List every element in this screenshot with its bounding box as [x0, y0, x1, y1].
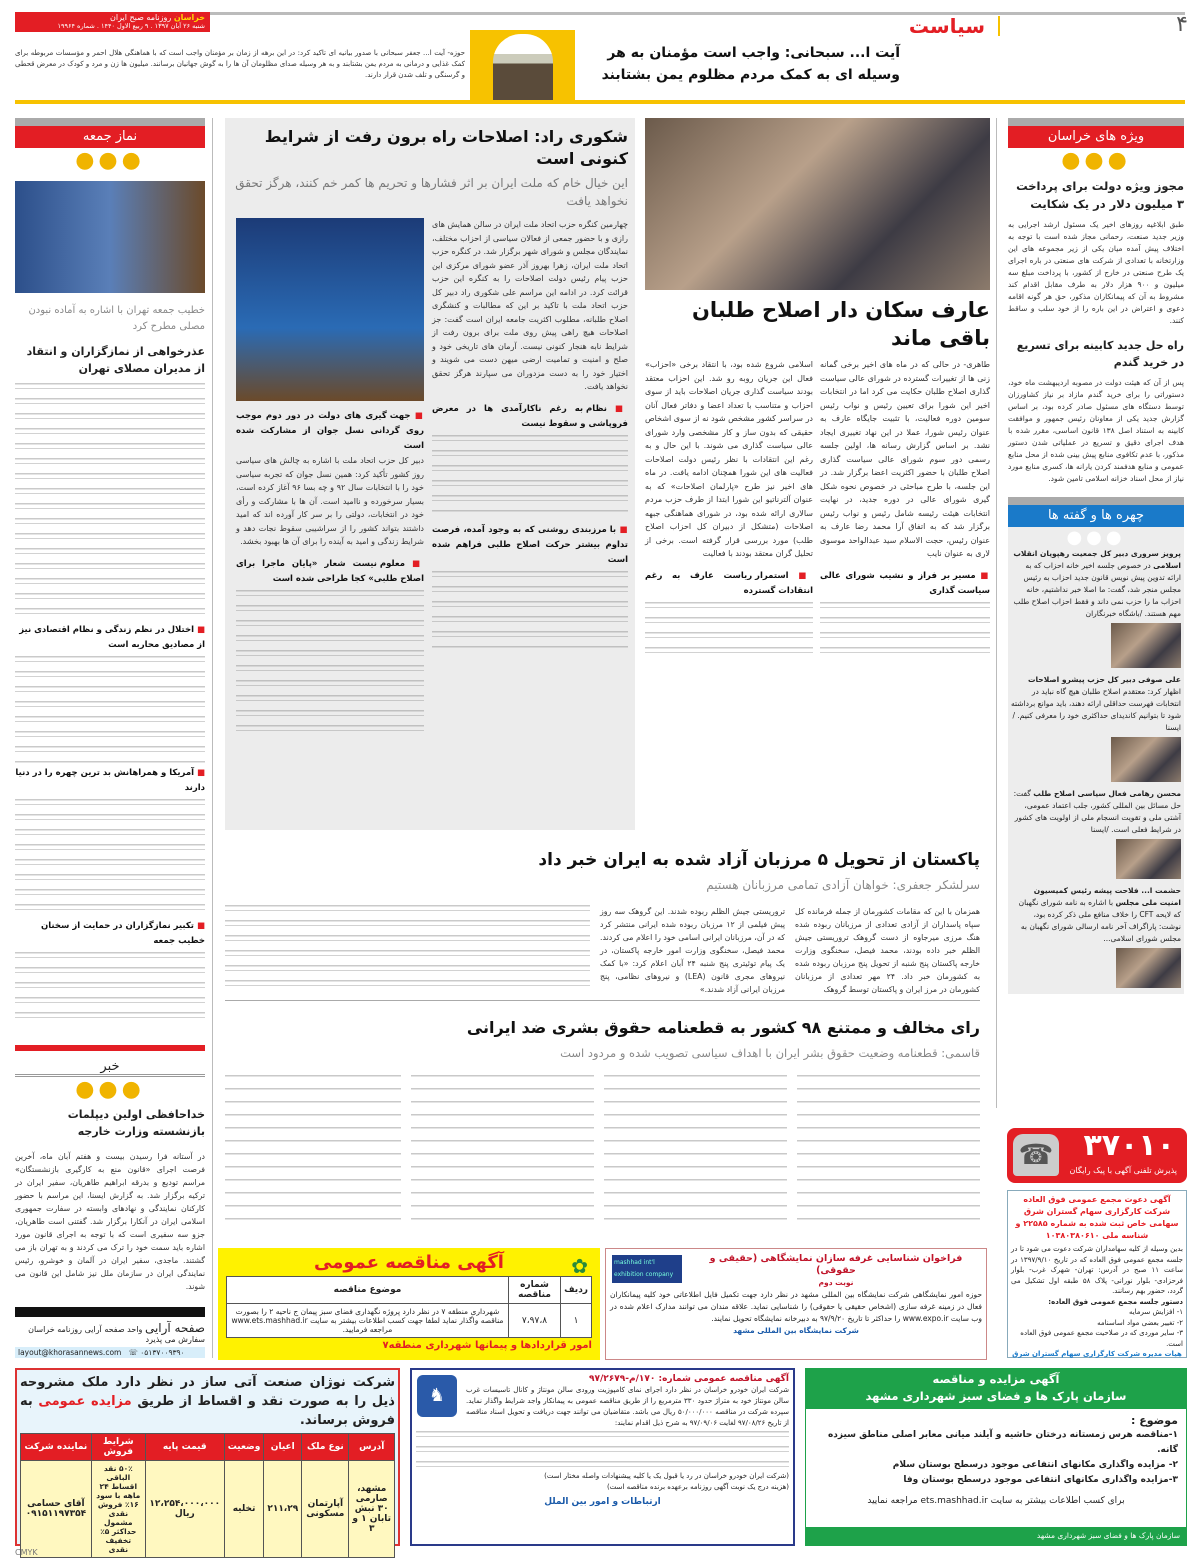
- friday-column: [15, 118, 205, 1027]
- face-item: حشمت ا... فلاحت پیشه رئیس کمیسیون امنیت ملی مجلس با اشاره به نامه شورای نگهبان که لایحه CFT را خلاف منافع ملی ذکر کرده بود، نوشت: پاراگراف آخر نامه ارسالی شورای نگهبان به مجلس شورای اسلامی...: [1018, 886, 1181, 943]
- phone-ad: [1007, 1128, 1187, 1183]
- email-link[interactable]: layout@khorasannews.com: [18, 1348, 122, 1357]
- ikco-logo-icon: ♞: [417, 1375, 457, 1417]
- page-number: ۴: [1176, 12, 1188, 37]
- layout-ad: صفحه آرایی واحد صفحه آرایی روزنامه خراسان سفارش می پذیرد layout@khorasannews.com ☏ ۰۵۱۳۷۰۰۹۳۹۰: [15, 1321, 205, 1358]
- dots-icon: ●●●: [1061, 148, 1131, 173]
- text-lines: [820, 602, 990, 662]
- main-headline: عارف سکان دار اصلاح طلبان باقی ماند: [692, 298, 990, 350]
- faces-header: چهره ها و گفته ها: [1008, 497, 1184, 527]
- subhead: ■ نظام به رغم ناکارآمدی ها در معرض فروپاشی و سقوط نیست: [432, 402, 628, 432]
- face-item: محسن رهامی فعال سیاسی اصلاح طلب گفت: حل مسائل بین المللی کشور، جلب اعتماد عمومی، آشتی ملی و تقویت انسجام ملی از اولویت های کشور در شرایط فعلی است. /ایسنا: [1013, 789, 1181, 834]
- text-lines: [645, 602, 813, 662]
- subhead: ■ با مرزبندی روشنی که به وجود آمده، فرصت تداوم بیشتر حرکت اصلاح طلبی فراهم شده است: [432, 523, 628, 568]
- portrait-photo: [1116, 948, 1181, 988]
- column-divider: [212, 118, 213, 1358]
- subhead: ■ مسیر بر فراز و نشیب شورای عالی سیاست گذاری: [820, 569, 990, 599]
- subhead: ■ تکبیر نمازگزاران در حمایت از سخنان خطیب جمعه: [15, 919, 205, 949]
- shakouri-box: [225, 118, 635, 830]
- dots-icon: ●●●: [75, 1077, 145, 1102]
- expo-logo: mashhad int'l exhibition company: [612, 1255, 682, 1283]
- section-divider: [998, 16, 1000, 36]
- issue-info: شنبه ۲۶ آبان ۱۳۹۷ . ۹ ربیع الاول ۱۴۴۰ . شماره ۱۹۹۶۴: [57, 22, 205, 30]
- photo-caption: خطیب جمعه تهران با اشاره به آماده نبودن مصلی مطرح کرد: [28, 305, 205, 332]
- notice-ad: آگهی دعوت مجمع عمومی فوق العاده شرکت کارگزاری سهام گستران شرق سهامی خاص ثبت شده به شماره ۲۲۵۸۵ و شناسه ملی ۱۰۳۸۰۳۸۰۶۱۰ بدین وسیله از کلیه سهامداران شرکت دعوت می شود تا در جلسه مجمع عمومی فوق العاده که در تاریخ ۱۳۹۷/۹/۱۰ در ساعت ۱۱ صبح در آدرس: تهران- شهرک غرب- بلوار فرحزادی- بلوار نورانی- پلاک ۵۸ طبقه اول تشکیل می گردد، حضور بهم رسانند. دستور جلسه مجمع عمومی فوق العاده: ۱- افزایش سرمایه ۲- تغییر بعضی مواد اساسنامه ۳- سایر موردی که در صلاحیت مجمع عمومی فوق العاده است. هیات مدیره شرکت کارگزاری سهام گستران شرق: [1007, 1190, 1187, 1358]
- text-lines: [225, 1075, 980, 1225]
- expo-ad: mashhad int'l exhibition company فراخوان شناسایی غرفه سازان نمایشگاهی (حقیقی و حقوقی) نوبت دوم حوزه امور نمایشگاهی شرکت نمایشگاه بین المللی مشهد در نظر دارد جهت تکمیل فایل اطلاعاتی خود کلیه پیمانکاران فعال در زمینه غرفه سازی (اشخاص حقیقی یا حقوقی) را شناسایی نماید. علاقه مندان می توانند مدارک اعلام شده در وب سایت www.expo.ir را حداکثر تا تاریخ ۹۷/۹/۲۰ به دبیرخانه نمایشگاه تحویل نمایند. شرکت نمایشگاه بین المللی مشهد: [605, 1248, 987, 1360]
- top-story-photo: [470, 30, 575, 100]
- subhead: ■ معلوم نیست شعار «پایان ماجرا برای اصلاح طلبی» کجا طراحی شده است: [236, 557, 424, 587]
- pakistan-col1: همزمان با این که مقامات کشورمان از جمله فرمانده کل سپاه پاسداران از آزادی تعدادی از مرزبانان ربوده شده هنگ مرزی میرجاوه از دست گروهک تروریستی جیش الظلم خبر داده بودند، محمد فیصل، سخنگوی وزارت خارجه پاکستان پنج شنبه از تحویل پنج مرزبان ربوده شده به کشورمان خبر داد. ۲۴ مهر تعدادی از مرزبانان کشورمان در مرز ایران و پاکستان توسط گروهک: [795, 907, 980, 994]
- dots-icon: ●●●: [75, 148, 145, 173]
- top-story-headline: آیت ا... سبحانی: واجب است مؤمنان به هر وسیله ای به کمک مردم مظلوم یمن بشتابند: [601, 45, 900, 83]
- text-lines: [15, 799, 205, 919]
- shakouri-subhead: این خیال خام که ملت ایران بر اثر فشارها و تحریم ها کمر خم کنند، هرگز تحقق نخواهد یافت: [235, 176, 628, 208]
- meeting-photo: [645, 118, 990, 290]
- story-headline: راه حل جدید کابینه برای تسریع در خرید گندم: [1016, 339, 1184, 369]
- paper-name: خراسان: [173, 13, 205, 22]
- friday-headline: عذرخواهی از نمازگزاران و انتقاد از مدیران مصلای تهران: [26, 345, 205, 375]
- shakouri-col-right: چهارمین کنگره حزب اتحاد ملت ایران در سالن همایش های رازی و با حضور جمعی از فعالان سیاسی از احزاب مختلف، نمایندگان مجلس و شورای شهر برگزار شد. در کنگره حزب اتحاد ملت ایران، زهرا بهروز آذر عضو شورای مرکزی این حزب پیام رئیس دولت اصلاحات را به کنگره این حزب قرائت کرد. در ادامه این مراسم علی شکوری راد دبیر کل حزب اتحاد ملت با تاکید بر این که مطالبات و کنشگری اصلاح طلبانه، مطلوب اکثریت جامعه ایران است گفت: جز اصلاحات هیچ راهی پیش روی ملت برای برون رفت از شرایط نابه هنجار کنونی نیست. آرمان های تاریخی خود و صلح و امنیت و تمامیت ارضی میهن دست می شویند و اختیار خود را به دست مزدوران می سپارند هرگز تحقق نخواهد یافت. ■ نظام به رغم ناکارآمدی ها در معرض فروپاشی و سقوط نیست ■ با مرزبندی روشنی که به وجود آمده، فرصت تداوم بیشتر حرکت اصلاح طلبی فراهم شده است: [432, 218, 628, 740]
- right-column: [1008, 118, 1184, 994]
- subhead: ■ استمرار ریاست عارف به رغم انتقادات گسترده: [645, 569, 813, 599]
- cleric-photo: [15, 181, 205, 293]
- news-column: [15, 1045, 205, 1358]
- news-body: در آستانه فرا رسیدن بیست و هفتم آبان ماه، آخرین فرصت اجرای «قانون منع به کارگیری بازنشستگان» مراسم تودیع و بدرقه ابراهیم طاهریان، سفیر ایران در ترکیه برگزار شد. به گزارش ایسنا، این مراسم با حضور کارکنان نمایندگی و نهادهای وابسته در سفارت جمهوری اسلامی ایران در آنکارا برگزار شد. گفتنی است طاهریان، جزو سه سفیری است که با توجه به اجرای قانون مورد اشاره باید سمت خود را ترک می کردند و به تهران باز می گشتند. ماجدی، سفیر ایران در آلمان و خوشرو، رئیس نمایندگی ایران در سازمان ملل نیز شامل این قانون می شوند.: [15, 1152, 205, 1291]
- portrait-photo: [1116, 839, 1181, 879]
- section-title: سیاست: [908, 14, 985, 38]
- ad-phone-number: ۳۷۰۱۰: [1083, 1128, 1175, 1163]
- top-yellow-rule: [15, 100, 1185, 104]
- congress-photo: [236, 218, 424, 401]
- dots-icon: ●●●: [1066, 527, 1126, 548]
- tree-logo-icon: ✿: [571, 1254, 588, 1278]
- text-lines: [225, 905, 590, 990]
- main-story: [645, 296, 990, 662]
- pakistan-col2: تروریستی جیش الظلم ربوده شدند. این گروهک سه روز پیش فیلمی از ۱۲ مرزبان ربوده شده ایرانی منتشر کرد که در آن، مرزبانان ایرانی اسامی خود را اعلام می کردند. محمد فیصل، سخنگوی وزارت امور خارجه پاکستان، در یک پیام توئیتری پنج شنبه ۲۴ آبان اعلام کرد: «با کمک نیروهای مجری قانون (LEA) و نیروهای نظامی، پنج مرزبان ایرانی آزاد شدند.»: [600, 907, 785, 994]
- story-body: پس از آن که هیئت دولت در مصوبه اردیبهشت ماه خود، دستوراتی را برای خرید گندم مازاد بر نیاز کشاورزان توسط دستگاه های مسئول صادر کرده بود، بر اساس گزارش جدید یکی از معاونان رئیس جمهور و موافقت کابینه به استناد اصل ۱۳۸ قانون اساسی، مقرر شده با هدف اجرای دقیق و تسریع در عملیاتی شدن دستور مذکور، با عدم تکافوی منابع پیش بینی شده از محل منابع عمومی و منابع هدفمند کردن یارانه ها، کسری منابع مورد نیاز از محل اسناد خزانه اسلامی تامین شود.: [1008, 378, 1184, 483]
- auction-ad: شرکت نوژان صنعت آتی ساز در نظر دارد ملک مشروحه ذیل را به صورت نقد و اقساط از طریق مزایده عمومی به فروش برساند. آدرس نوع ملک اعیان وضعیت قیمت پایه شرایط فروش نماینده شرکت مشهد، صارمی ۳۰ نبش تابان ۱ و ۳ آپارتمان مسکونی ۲۱۱،۲۹ تخلیه ۱۲،۲۵۴،۰۰۰،۰۰۰ ریال ۵۰٪ نقد الباقی اقساط ۲۴ ماهه با سود ۱۶٪ فروش نقدی مشمول حداکثر ۵٪ تخفیف نقدی آقای حسامی ۰۹۱۵۱۱۹۷۳۵۴: [15, 1368, 400, 1546]
- ghasemi-subhead: قاسمی: قطعنامه وضعیت حقوق بشر ایران با اهداف سیاسی تصویب شده و مردود است: [560, 1046, 980, 1060]
- shakouri-col-left: ■ جهت گیری های دولت در دور دوم موجب روی گردانی نسل جوان از مشارکت شده است دبیر کل حزب اتحاد ملت با اشاره به چالش های سیاسی روز کشور تأکید کرد: همین نسل جوان که تجربه سیاسی خود را با انتخابات سال ۹۲ و چه بسا ۹۶ آغاز کرده است، بسیار سرخورده و ناامید است. آن ها با مشارکت و رأی خود در انتخابات، دولتی را بر سر کار آورده اند که امید داشتند بتواند کشور را از سراشیبی سقوط نجات دهد و شرایط زندگی و امید به آینده را برای آن ها بهبود بخشد. ■ معلوم نیست شعار «پایان ماجرا برای اصلاح طلبی» کجا طراحی شده است: [236, 409, 424, 740]
- print-mark: CMYK: [15, 1548, 38, 1557]
- parks-ad: آگهی مزایده و مناقصه سازمان پارک ها و فضای سبز شهرداری مشهد موضوع : ۱-مناقصه هرس زمستانه درختان حاشیه و آیلند میانی معابر اصلی مناطق سیزده گانه. ۲- مزایده واگذاری مکانهای انتفاعی موجود درسطح بوستان سلام ۳-مزایده واگذاری مکانهای انتفاعی موجود درسطح بوستان وفا برای کسب اطلاعات بیشتر به سایت ets.mashhad.ir مراجعه نمایید سازمان پارک ها و فضای سبز شهرداری مشهد: [805, 1368, 1187, 1546]
- pakistan-headline: پاکستان از تحویل ۵ مرزبان آزاد شده به ایران خبر داد: [538, 850, 980, 870]
- story-headline: مجوز ویژه دولت برای پرداخت ۳ میلیون دلار در یک شکایت: [1016, 179, 1184, 211]
- text-lines: [15, 656, 205, 766]
- divider: [225, 1000, 980, 1001]
- ad-phone-caption: پذیرش تلفنی آگهی با پیک رایگان: [1069, 1166, 1177, 1175]
- tender-ad: ✿ آگهی مناقصه عمومی ردیف شماره مناقصه موضوع مناقصه ۱ ۷،۹۷،۸ شهرداری منطقه ۷ در نظر دارد پروژه نگهداری فضای سبز پیمان ج ناحیه ۲ را بصورت مناقصه واگذار نماید لطفا جهت کسب اطلاعات بیشتر به سایت www.ets.mashhad.ir مراجعه فرمایید. امور قراردادها و پیمانها شهرداری منطقه۷: [218, 1248, 600, 1360]
- phone-icon: ☎: [1013, 1134, 1059, 1176]
- black-rule: [15, 1307, 205, 1317]
- face-item: پرویز سروری دبیر کل جمعیت رهپویان انقلاب اسلامی در خصوص جلسه اخیر خانه احزاب که به ارائه تدوین پیش نویس قانون جدید احزاب به رئیس مجلس منجر شد، گفت: ما اصلا خبر نداشتیم، خانه احزاب ما را حزب نمی داند و فقط احزاب اصلاح طلب مهم هستند. /باشگاه خبرنگاران: [1013, 549, 1181, 618]
- paper-tagline: روزنامه صبح ایران: [110, 13, 172, 22]
- main-col1: طاهری- در حالی که در ماه های اخیر برخی گمانه زنی ها از تغییرات گسترده در شورای عالی سیاست گذاری اصلاح طلبان حکایت می کرد اما در انتخابات اخیر این شورا برای تعیین رئیس و نواب رئیس سومین دوره فعالیت، با تثبیت جایگاه عارف به عنوان رئیس شورا، عملا در این نهاد تغییری ایجاد نشد. بر اساس گزارش رسانه ها، اولین جلسه رسمی دور سوم شورای عالی سیاست گذاری اصلاح طلبان با حضور اکثریت اعضا برگزار شد. در این جلسه، با طرح مباحثی در خصوص نحوه شکل گیری شورای عالی در دوره جدید، در نهایت انتخابات هیئت رئیسه شامل رئیس و نواب رئیس برگزار شد که به اتفاق آرا محمد رضا عارف به عنوان رئیس، حجت الاسلام سید عبدالواحد موسوی لاری به عنوان نایب ■ مسیر بر فراز و نشیب شورای عالی سیاست گذاری: [820, 358, 990, 662]
- subhead: ■ اختلال در نظم زندگی و نظام اقتصادی نیز از مصادیق محاربه است: [15, 623, 205, 653]
- pakistan-subhead: سرلشکر جعفری: خواهان آزادی تمامی مرزبانان هستیم: [706, 878, 980, 892]
- text-lines: [432, 435, 628, 515]
- expo-ad-header: فراخوان شناسایی غرفه سازان نمایشگاهی (حقیقی و حقوقی) نوبت دوم: [709, 1253, 963, 1287]
- portrait-photo: [1111, 737, 1181, 782]
- khorasan-header: ویژه های خراسان: [1008, 118, 1184, 148]
- news-headline: خداحافظی اولین دیپلمات بازنشسته وزارت خارجه: [67, 1108, 205, 1138]
- shakouri-headline: شکوری راد: اصلاحات راه برون رفت از شرایط کنونی است: [264, 127, 628, 168]
- khodro-ad: ♞ آگهی مناقصه عمومی شماره: ۱۷۰/م-۹۷/۲۶۷۹ شرکت ایران خودرو خراسان در نظر دارد اجرای نمای کامپوزیت ورودی سالن مونتاژ و کانال تاسیسات غرب سالن مونتاژ خود به متراژ حدود ۳۳۰ مترمربع را از طریق مناقصه عمومی به پیمانکار واجد شرایط واگذار نماید. سپرده شرکت در مناقصه ۵۰/۰۰۰/۰۰۰ ریال می باشد. متقاضیان می توانند جهت دریافت و تحویل اسناد مناقصه از تاریخ ۹۷/۰۸/۲۶ لغایت ۹۷/۰۹/۰۶ به شرح ذیل اقدام نمایند: (شرکت ایران خودرو خراسان در رد یا قبول یک یا کلیه پیشنهادات واصله مختار است) (هزینه درج یک نوبت آگهی روزنامه برعهده برنده مناقصه است) ارتباطات و امور بین الملل: [410, 1368, 795, 1546]
- main-col2: اسلامی شروع شده بود، با انتقاد برخی «احزاب» فعال این جریان روبه رو شد. این احزاب معتقد بودند سیاست گذاری جریان اصلاحات باید از سوی احزاب و متناسب با تعداد اعضا و دفاتر فعال آنان در سراسر کشور مشخص شود نه از سوی اشخاص حقیقی که بدون ساز و کار مشخصی وارد شورای عالی سیاست گذاری می شوند. با این حال و به رغم این انتقادات با نظر رئیس دولت اصلاحات فعالیت های این شورا همچنان ادامه یافت. در ماه های اخیر نیز طرح «پارلمان اصلاحات» که به عنوان آلترناتیو این شورا ابتدا از طرف حزب مردم سالاری ارائه شده بود، در شورای هماهنگی جبهه اصلاحات (متشکل از دبیران کل احزاب اصلاح طلب) مورد بررسی قرار گرفته است. برخی از تحلیل گران معتقد بودند با فعالیت ■ استمرار ریاست عارف به رغم انتقادات گسترده: [645, 358, 813, 662]
- red-rule: [15, 1045, 205, 1051]
- story-body: طبق ابلاغیه روزهای اخیر یک مسئول ارشد اجرایی به وزیر جدید صنعت، رحمانی مجاز شده است با توجه به اختلاف پیش آمده میان یکی از زیر مجموعه های این وزارتخانه با تعدادی از شرکت های صنعتی در باره اجرای یک طرح صنعتی در خارج از کشور، با پرداخت مبلغ سه میلیون و ۹۰۰ هزار دلار به طرف مقابل اقدام کند مشروط به آن که پیمانکاران مذکور، حق هر گونه اقامه دعوی و اعتراض در این باره را از خود سلب و ساقط کنند.: [1008, 220, 1184, 325]
- face-item: علی صوفی دبیر کل حزب پیشرو اصلاحات اظهار کرد: معتقدم اصلاح طلبان هیچ گاه نباید در انتخابات فهرست حداقلی ارائه دهند، باید موانع برداشته شود تا بتوانیم کاندیدای حداکثری خود را معرفی کنیم. / ایسنا: [1011, 675, 1181, 732]
- column-divider: [996, 118, 997, 1108]
- news-header: خبر: [15, 1059, 205, 1077]
- text-lines: [416, 1431, 789, 1471]
- subhead: ■ جهت گیری های دولت در دور دوم موجب روی گردانی نسل جوان از مشارکت شده است: [236, 409, 424, 454]
- text-lines: [432, 571, 628, 651]
- paper-badge: [15, 12, 210, 32]
- friday-header: نماز جمعه: [15, 118, 205, 148]
- ghasemi-headline: رای مخالف و ممتنع ۹۸ کشور به قطعنامه حقوق بشری ضد ایرانی: [466, 1018, 980, 1037]
- faces-box: [1008, 497, 1184, 994]
- text-lines: [15, 383, 205, 623]
- portrait-photo: [1111, 623, 1181, 668]
- top-story-lead: حوزه- آیت ا... جعفر سبحانی با صدور بیانیه ای تاکید کرد: در این برهه از زمان بر مؤمنان واجب است که با هماهنگی هلال احمر و مؤسسات مربوطه برای کمک غذایی و درمانی به مردم یمن بشتابند و به هر وسیله صدای مظلومان آن ها را به گوش جهانیان برسانند. میلیون ها زن و مرد و کودک در معرض قحطی و گرسنگی و تلف شدن قرار دارند.: [15, 49, 465, 79]
- phone-number: ۰۵۱۳۷۰۰۹۳۹۰: [140, 1348, 185, 1357]
- text-lines: [15, 952, 205, 1027]
- text-lines: [236, 590, 424, 740]
- subhead: ■ آمریکا و همراهانش بد ترین چهره را در دنیا دارند: [15, 766, 205, 796]
